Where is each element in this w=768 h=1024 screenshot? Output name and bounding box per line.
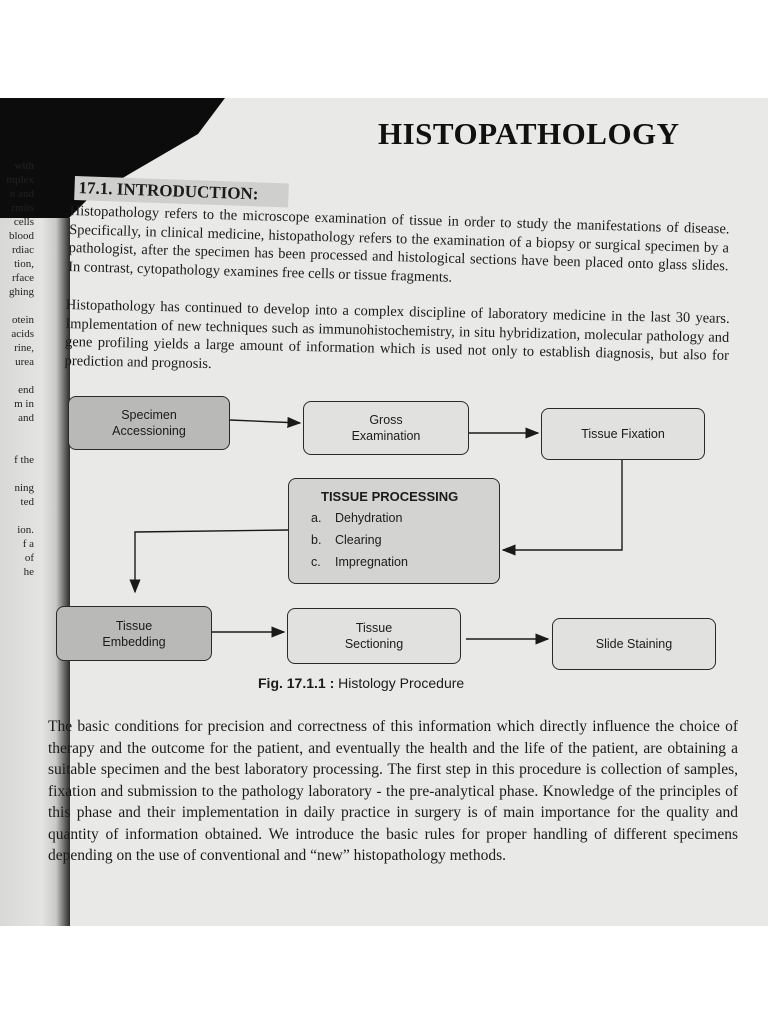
prev-line: otein: [12, 314, 34, 326]
prev-line: rine,: [14, 342, 34, 354]
figure-caption-text: Histology Procedure: [338, 675, 465, 691]
section-heading: 17.1. INTRODUCTION:: [74, 176, 289, 207]
prev-line: end: [18, 384, 34, 396]
prev-line: rface: [12, 272, 34, 284]
processing-step: [311, 529, 408, 551]
prev-line: rdiac: [12, 244, 34, 256]
tissue-processing-steps: [311, 507, 408, 573]
prev-line: of: [24, 552, 34, 564]
prev-line: f a: [22, 538, 34, 550]
tissue-embedding-label: Tissue Embedding: [102, 618, 166, 649]
arrow-processing-to-embedding: [135, 530, 288, 592]
tissue-processing-box: [288, 478, 500, 584]
tissue-fixation-box: [541, 408, 705, 460]
prev-line: f the: [14, 454, 34, 466]
tissue-sectioning-box: [287, 608, 461, 664]
step-label: Impregnation: [335, 555, 408, 569]
prev-line: he: [23, 566, 34, 578]
prev-line: ghing: [8, 286, 34, 298]
prev-line: rmits: [11, 202, 34, 214]
development-paragraph: Histopathology has continued to develop into a complex discipline of laboratory medicine in the last 30 years. Implementation of new techniques such as immunohistochemistry, in situ hybridization, molecular pathology and gene profiling yields a large amount of information which is used not only to establish diagnosis, but also for prediction and prognosis.: [64, 296, 730, 372]
prev-line: urea: [15, 356, 34, 368]
page-title: HISTOPATHOLOGY: [378, 116, 680, 151]
prev-line: mplex: [6, 174, 34, 186]
gross-examination-box: [303, 401, 469, 455]
prev-line: ning: [14, 482, 34, 494]
prev-line: tion,: [14, 258, 34, 270]
step-mark: b.: [311, 533, 322, 547]
specimen-accessioning-box: [68, 396, 230, 450]
prev-line: acids: [11, 328, 34, 340]
processing-step: [311, 507, 408, 529]
prev-line: cells: [13, 216, 34, 228]
arrow-fixation-to-processing: [503, 460, 622, 550]
prev-line: ion.: [17, 524, 34, 536]
specimen-accessioning-label: Specimen Accessioning: [112, 408, 186, 438]
prev-line: blood: [8, 230, 34, 242]
tissue-sectioning-label: Tissue Sectioning: [344, 621, 404, 651]
gross-examination-label: Gross Examination: [351, 413, 421, 443]
step-label: Dehydration: [335, 511, 403, 525]
tissue-fixation-label: Tissue Fixation: [581, 427, 665, 441]
tissue-embedding-box: [56, 606, 212, 661]
conditions-paragraph: The basic conditions for precision and correctness of this information which directly influence the choice of therapy and the outcome for the patient, and eventually the health and the life of the patient, are obtaining a suitable specimen and the best laboratory processing. The first step in this procedure is collection of samples, fixation and submission to the pathology laboratory - the pre-analytical phase. Knowledge of the principles of this phase and their implementation in daily practice in surgery is of main importance for the quality and quantity of information obtained. We introduce the basic rules for proper handling of different specimens depending on the use of conventional and “new” histopathology methods.: [48, 718, 738, 864]
prev-line: n and: [9, 188, 34, 200]
prev-line: and: [18, 412, 34, 424]
tissue-processing-title: TISSUE PROCESSING: [321, 489, 459, 504]
prev-line: ted: [20, 496, 34, 508]
arrow-accession-to-gross: [230, 420, 300, 423]
slide-staining-box: [552, 618, 716, 670]
figure-number: Fig. 17.1.1 :: [258, 675, 335, 691]
step-mark: a.: [311, 511, 322, 525]
step-mark: c.: [311, 555, 321, 569]
figure-caption: [258, 675, 464, 691]
prev-line: m in: [14, 398, 34, 410]
processing-step: [311, 551, 408, 573]
prev-line: with: [14, 160, 34, 172]
step-label: Clearing: [335, 533, 382, 547]
book-photo: [0, 98, 768, 926]
intro-paragraph: Histopathology refers to the microscope examination of tissue in order to study the manifestations of disease. Specifically, in clinical medicine, histopathology refers to the examination of a biopsy or surgical specimen by a pathologist, after the specimen has been processed and histological sections have been placed onto glass slides. In contrast, cytopathology examines free cells or tissue fragments.: [67, 202, 730, 286]
slide-staining-label: Slide Staining: [595, 637, 673, 651]
